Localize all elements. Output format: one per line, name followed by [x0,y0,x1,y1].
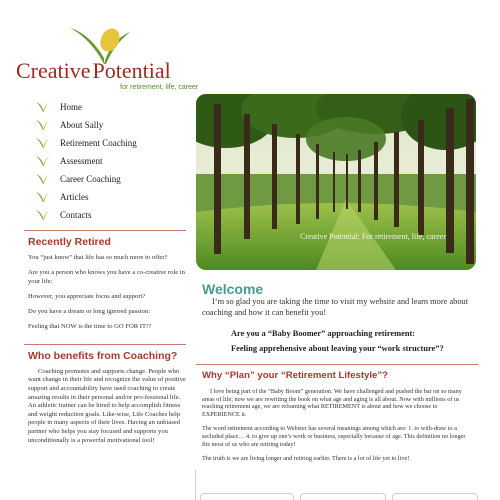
benefits-heading: Who benefits from Coaching? [28,349,178,362]
recently-retired-text: However, you appreciate focus and support? [28,292,146,300]
leaf-v-icon [36,155,50,167]
column-divider [195,470,196,500]
question-work-structure: Feeling apprehensive about leaving your “work structure”? [231,344,444,353]
recently-retired-text: Are you a person who knows you have a co-creative role in your life: [28,269,185,285]
nav-item-assessment[interactable] [36,152,186,170]
leaf-v-icon [36,173,50,185]
nav-item-contacts[interactable] [36,206,186,224]
nav-label: Retirement Coaching [60,138,137,148]
bottom-panel [392,493,478,500]
nav-label: Assessment [60,156,103,166]
nav-label: Contacts [60,210,92,220]
nav-item-about-sally[interactable] [36,116,186,134]
nav-item-home[interactable] [36,98,186,116]
recently-retired-heading: Recently Retired [28,236,111,248]
logo-word-potential: Potential [92,58,171,83]
nav-item-articles[interactable] [36,188,186,206]
recently-retired-text: You “just know” that life has so much more to offer? [28,254,168,261]
bottom-panel [200,493,294,500]
nav-label: About Sally [60,120,104,130]
logo-word-creative: Creative [16,58,91,83]
nav-label: Articles [60,192,89,202]
benefits-text: Coaching promotes and supports change. People who want change in their life and recognize the value of positive support and accountability have used coaching to create amazing results in their personal and/or pro-fessional life. An athletic trainer can be hired to help accomplish fitness and weight reduction goals. Like-wise, Life Coaches help people in many aspects of their lives. Having an unbiased partner who helps you stay focused and supports you unconditionally is a powerful motivational tool! [28,367,186,444]
logo-tagline: for retirement, life, career [120,84,199,91]
recently-retired-text: Feeling that NOW is the time to GO FOR IT!? [28,323,152,331]
section-divider [24,230,186,231]
nav-item-career-coaching[interactable] [36,170,186,188]
leaf-v-icon [36,119,50,131]
why-plan-paragraph: The word retirement according to Webster has several meanings among which are: 1. to with-draw to a secluded place… 4. to give up one’s work or business, especially because of age. This definition no longer fits most of us who are retiring today! [202,425,466,448]
leaf-v-icon [36,191,50,203]
why-plan-heading: Why “Plan” your “Retirement Lifestyle”? [202,370,389,381]
section-divider [196,364,478,365]
why-plan-section [196,364,478,463]
nav-item-retirement-coaching[interactable] [36,134,186,152]
tree-park-illustration [196,94,476,270]
bottom-panel [300,493,386,500]
nav-label: Home [60,102,82,112]
main-nav [36,98,186,224]
why-plan-paragraph: I love being part of the “Baby Boom” generation. We have challenged and pushed the bar on so many areas of life; now we are rewriting the book on what age and aging is all about. Now with millions of us reaching retirement age, we are reframing what RETIREMENT is about and how we choose to EXPERIENCE it. [202,388,462,418]
why-plan-paragraph: The truth is we are living longer and retiring earlier. There is a lot of life yet to live! [202,455,410,463]
nav-label: Career Coaching [60,174,121,184]
welcome-heading: Welcome [202,281,264,297]
left-column [24,230,186,445]
hero-image [196,94,476,270]
question-baby-boomer: Are you a “Baby Boomer” approaching retirement: [231,329,416,338]
site-logo[interactable] [14,22,204,91]
section-divider [24,344,186,345]
intro-text: I’m so glad you are taking the time to visit my website and learn more about coaching and how it can benefit you! [202,297,469,317]
recently-retired-text: Do you have a dream or long ignored passion: [28,308,150,316]
leaf-v-icon [36,209,50,221]
logo-wordmark [16,58,171,84]
leaf-v-icon [36,137,50,149]
leaf-v-icon [36,101,50,113]
hero-caption: Creative Potential: For retirement, life, career [300,232,446,241]
